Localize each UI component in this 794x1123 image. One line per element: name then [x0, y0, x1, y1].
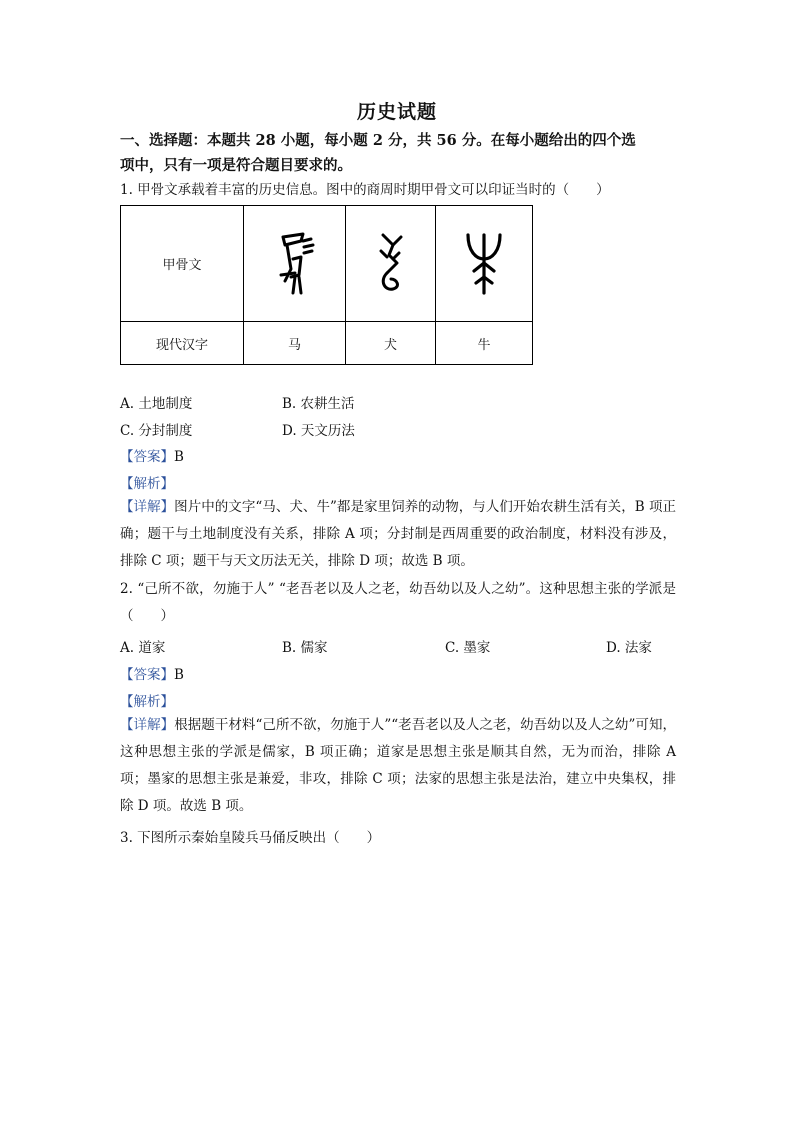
modern-char-horse: 马 [244, 322, 346, 365]
oracle-bone-table [120, 205, 533, 365]
answer-value: B [174, 667, 184, 683]
detail-tag: 【详解】 [120, 499, 175, 515]
q1-option-c: C. 分封制度 [120, 423, 193, 439]
answer-value: B [174, 449, 184, 465]
table-header-oracle: 甲骨文 [121, 206, 244, 322]
modern-char-dog: 犬 [346, 322, 436, 365]
q2-option-b: B. 儒家 [282, 640, 328, 656]
q1-detail [120, 494, 676, 575]
q1-answer [120, 445, 184, 465]
q2-option-a: A. 道家 [120, 640, 166, 656]
page-title: 历史试题 [356, 101, 437, 123]
detail-tag: 【详解】 [120, 717, 175, 733]
q2-detail [120, 712, 676, 820]
q1-option-d: D. 天文历法 [282, 423, 355, 439]
table-header-modern: 现代汉字 [121, 322, 244, 365]
q2-analysis-tag: 【解析】 [120, 694, 174, 710]
q2-answer [120, 663, 184, 683]
answer-tag: 【答案】 [120, 449, 174, 465]
q1-option-a: A. 土地制度 [120, 396, 193, 412]
q2-option-d: D. 法家 [606, 640, 652, 656]
q1-option-b: B. 农耕生活 [282, 396, 355, 412]
q3-stem: 3. 下图所示秦始皇陵兵马俑反映出（ ） [120, 830, 381, 846]
detail-text: 图片中的文字“马、犬、牛”都是家里饲养的动物，与人们开始农耕生活有关，B 项正确；题干与土地制度没有关系，排除 A 项；分封制是西周重要的政治制度，材料没有涉及，排除 C 项；题干与天文历法无关，排除 D 项；故选 B 项。 [120, 499, 677, 569]
oracle-horse-icon [244, 206, 346, 322]
modern-char-ox: 牛 [436, 322, 533, 365]
section-heading-line-2: 项中，只有一项是符合题目要求的。 [120, 157, 352, 174]
q2-stem: 2. “己所不欲，勿施于人” “老吾老以及人之老，幼吾幼以及人之幼”。这种思想主张的学派是（ ） [120, 581, 676, 624]
section-heading [120, 128, 680, 178]
q2-option-c: C. 墨家 [445, 640, 491, 656]
section-heading-line-1: 一、选择题：本题共 28 小题，每小题 2 分，共 56 分。在每小题给出的四个选 [120, 132, 636, 149]
oracle-ox-icon [436, 206, 533, 322]
q1-stem: 1. 甲骨文承载着丰富的历史信息。图中的商周时期甲骨文可以印证当时的（ ） [120, 182, 610, 198]
oracle-dog-icon [346, 206, 436, 322]
answer-tag: 【答案】 [120, 667, 174, 683]
detail-text: 根据题干材料“己所不欲，勿施于人”“老吾老以及人之老，幼吾幼以及人之幼”可知，这种思想主张的学派是儒家，B 项正确；道家是思想主张是顺其自然，无为而治，排除 A 项；墨家的思想主张是兼爱，非攻，排除 C 项；法家的思想主张是法治，建立中央集权，排除 D 项。故选 B 项。 [120, 717, 676, 814]
q1-analysis-tag: 【解析】 [120, 476, 174, 492]
